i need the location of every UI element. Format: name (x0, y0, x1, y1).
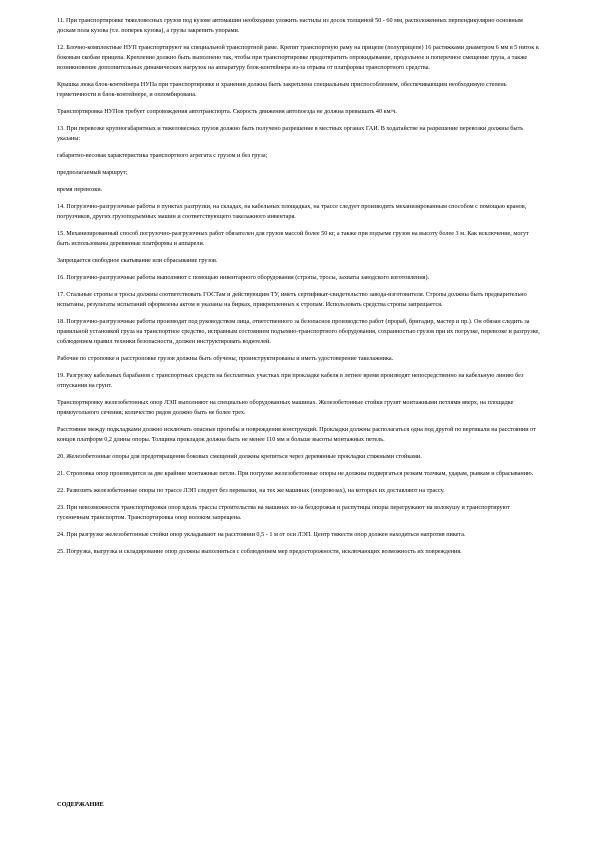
paragraph-17-slings: 17. Стальные стропы и тросы должны соответствовать ГОСТам и действующим ТУ, иметь сертификат-свидетельство завода-изготовителя. Стропы должны быть предварительно испытаны, результаты испытаний оформлены актом и указаны на бирках, прикрепленных к стропам. Использовать средства стропы запрещается. (57, 291, 527, 308)
paragraph-spacers: Расстояние между подкладками должно исключать опасные прогибы и повреждения конструкций. Прокладки должны располагаться одна под другой по вертикали на расстоянии от концов платформ 0,2 длины опоры. Толщина прокладок должна быть не менее 110 мм и больше высоты монтажных петель. (57, 426, 536, 443)
paragraph-24-unloading: 24. При разгрузке железобетонные стойки опор укладывают на расстоянии 0,5 - 1 м от оси ЛЭП. Центр тяжести опор должен находиться напротив пикета. (57, 531, 466, 538)
paragraph-15-mechanized: 15. Механизированный способ погрузочно-разгрузочных работ обязателен для грузов массой более 50 кг, а также при подъеме грузов на высоту более 3 м. Как исключение, могут быть использованы деревянные платформы и аппарели. (57, 230, 529, 247)
list-item-route: предполагаемый маршрут; (57, 169, 128, 176)
paragraph-20-fastening: 20. Железобетонные опоры для предотвращения боковых смещений должны крепиться через деревянные прокладки стяжными стойками. (57, 453, 422, 460)
paragraph-escort-speed: Транспортировка НУПов требует сопровождения автотранспорта. Скорость движения автопоезда не должна превышать 40 км/ч. (57, 108, 397, 115)
list-item-time: время перевозки. (57, 186, 103, 193)
list-item-dimensions: габаритно-весовая характеристика транспортного агрегата с грузом и без груза; (57, 152, 268, 159)
paragraph-25-storage: 25. Погрузка, выгрузка и складирование опор должны выполняться с соблюдением мер предосторожности, исключающих возможность их повреждения. (57, 548, 462, 555)
contents-heading: СОДЕРЖАНИЕ (57, 801, 104, 808)
paragraph-18-supervision: 18. Погрузочно-разгрузочные работы производят под руководством лица, ответственного за безопасное производство работ (прораб, бригадир, мастер и пр.). Он обязан следить за правильной установкой груза на транспортное средство, исправным состоянием подъемно-транспортного оборудования, сохранностью грузов при их погрузке, перевозке и разгрузке, соблюдением правил техники безопасности, должен инструктировать водителей. (57, 318, 540, 345)
paragraph-21-slinging: 21. Строповка опор производится за две крайние монтажные петли. При погрузке железобетонные опоры не должны подвергаться резким толчкам, ударам, рывкам и сбрасыванию. (57, 470, 534, 477)
paragraph-pole-transport: Транспортировку железобетонных опор ЛЭП выполняют на специально оборудованных машинах. Железобетонные стойки грузят монтажными петлями вверх, на площадке прямоугольного сечения; количество рядов должно быть не более трех. (57, 399, 514, 416)
paragraph-22-distribution: 22. Развозить железобетонные опоры по трассе ЛЭП следует без перевалки, на тех же машинах (опоровозах), на которых их доставляют на трассу. (57, 487, 445, 494)
paragraph-19-cable-drums: 19. Разгрузку кабельных барабанов с транспортных средств на бесплатных участках при прокладке кабеля в летнее время производят непосредственно на кабельную линию без отпускания на грунт. (57, 372, 524, 389)
paragraph-hatch-cover: Крышка люка блок-контейнера НУПа при транспортировке и хранении должна быть закреплена специальным приспособлением, обеспечивающим необходимую степень герметичности в блок-контейнере, и опломбирована. (57, 81, 507, 98)
paragraph-no-dropping: Запрещается свободное скатывание или сбрасывание грузов. (57, 257, 218, 264)
paragraph-13-permit: 13. При перевозке крупногабаритных и тяжеловесных грузов должно быть получено разрешение в местных органах ГАИ. В ходатайстве на разрешение перевозки должны быть указаны: (57, 125, 524, 142)
paragraph-11-heavy-cargo: 11. При транспортировке тяжеловесных грузов под кузове автомашин необходимо уложить настилы из досок толщиной 50 - 60 мм, расположенных перпендикулярно основным доскам пола кузова (т.е. поперек кузова), а грузы закрепить упорами. (57, 17, 523, 34)
paragraph-12-nup-transport: 12. Блочно-комплектные НУП транспортируют на специальной транспортной раме. Крепят транспортную раму на прицепе (полуприцепе) 16 растяжками диаметром 6 мм в 5 ниток к боковым скобам прицепа. Крепление должно быть выполнено так, чтобы при транспортировке предотвратить опрокидывание, продольное и поперечное смещение груза, а также возникновение дополнительных динамических нагрузок на аппаратуру блок-контейнера из-за отрыва от платформы транспортного средства. (57, 44, 539, 71)
paragraph-16-equipment: 16. Погрузочно-разгрузочные работы выполняют с помощью инвентарного оборудования (стропы, тросы, захваты заводского изготовления). (57, 274, 430, 281)
paragraph-23-drag: 23. При невозможности транспортировки опор вдоль трассы строительства на машинах из-за бездорожья и распутицы опоры перегружают на волокушу и транспортируют гусеничным транспортом. Транспортировка опор волоком запрещена. (57, 504, 510, 521)
paragraph-riggers: Рабочие по строповке и расстроповке грузов должны быть обучены, проинструктированы и иметь удостоверение такелажника. (57, 355, 394, 362)
paragraph-14-loading: 14. Погрузочно-разгрузочные работы в пунктах разгрузки, на складах, на кабельных площадках, на трассе следует производить механизированным способом с помощью кранов, погрузчиков, других грузоподъемных машин и соответствующего такелажного инвентаря. (57, 203, 527, 220)
